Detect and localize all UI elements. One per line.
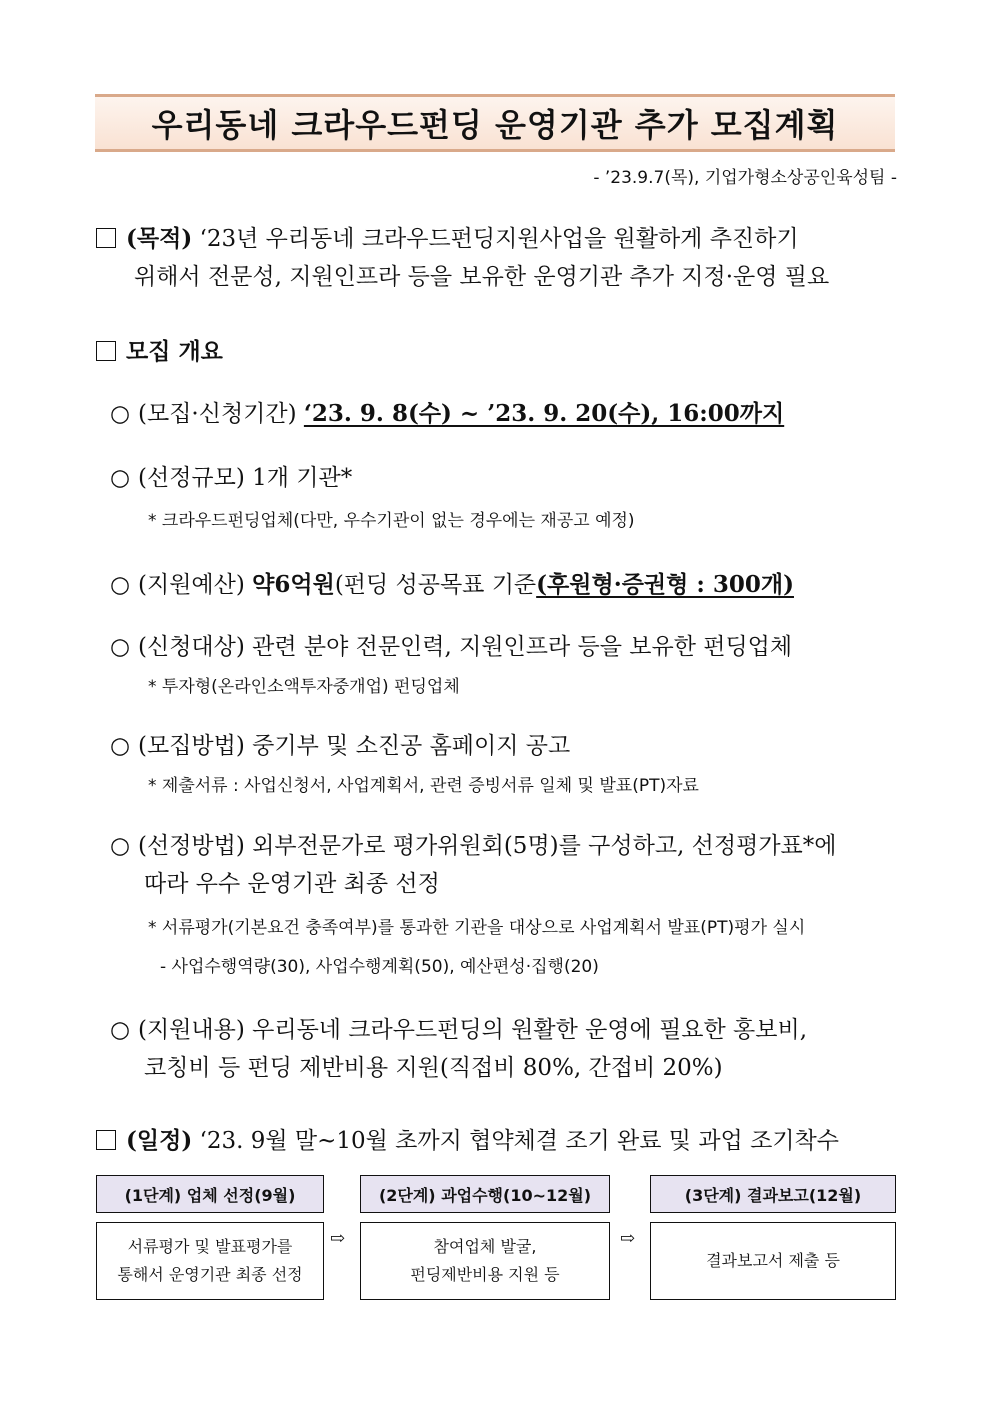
budget-amount: 약6억원: [252, 571, 335, 598]
period-value: ‘23. 9. 8(수) ~ ’23. 9. 20(수), 16:00까지: [303, 400, 785, 427]
arrow-right-icon: ⇨: [330, 1228, 346, 1249]
scale-text: (선정규모) 1개 기관*: [138, 465, 353, 491]
item-content: [110, 1010, 807, 1050]
purpose-section: [96, 220, 799, 258]
stage2-body-line2: 펀딩제반비용 지원 등: [410, 1265, 560, 1284]
target-text: (신청대상) 관련 분야 전문인력, 지원인프라 등을 보유한 펀딩업체: [138, 634, 793, 660]
title-banner: [95, 94, 895, 152]
stage3-body: [650, 1222, 896, 1300]
item-selection: [110, 826, 836, 866]
checkbox-square-icon: [96, 228, 116, 248]
method-note: * 제출서류 : 사업신청서, 사업계획서, 관련 증빙서류 일체 및 발표(PT)자료: [148, 776, 699, 796]
overview-title: 모집 개요: [126, 338, 223, 365]
content-line1: (지원내용) 우리동네 크라우드펀딩의 원활한 운영에 필요한 홍보비,: [138, 1017, 808, 1043]
budget-mid: (펀딩 성공목표 기준: [334, 572, 537, 598]
arrow-right-icon: ⇨: [620, 1228, 636, 1249]
stage2-body-line1: 참여업체 발굴,: [433, 1237, 537, 1256]
circle-bullet-icon: ○: [110, 833, 131, 859]
circle-bullet-icon: ○: [110, 465, 131, 491]
scale-note: * 크라우드펀딩업체(다만, 우수기관이 없는 경우에는 재공고 예정): [148, 511, 635, 531]
budget-label: (지원예산): [138, 572, 253, 598]
item-method: [110, 726, 570, 766]
checkbox-square-icon: [96, 1130, 116, 1150]
circle-bullet-icon: ○: [110, 572, 131, 598]
schedule-label: (일정): [126, 1127, 193, 1154]
stage2-header: (2단계) 과업수행(10~12월): [360, 1175, 610, 1213]
stage1-body-line2: 통해서 운영기관 최종 선정: [117, 1265, 303, 1284]
purpose-line1: ‘23년 우리동네 크라우드펀딩지원사업을 원활하게 추진하기: [192, 226, 799, 252]
schedule-section: [96, 1122, 839, 1160]
method-text: (모집방법) 중기부 및 소진공 홈페이지 공고: [138, 733, 571, 759]
stage1-body: [96, 1222, 324, 1300]
item-budget: [110, 565, 794, 605]
stage2-body: [360, 1222, 610, 1300]
content-line2: 코칭비 등 펀딩 제반비용 지원(직접비 80%, 간접비 20%): [144, 1055, 723, 1081]
stage1-body-line1: 서류평가 및 발표평가를: [127, 1237, 293, 1256]
stage1-header: (1단계) 업체 선정(9월): [96, 1175, 324, 1213]
page-title: 우리동네 크라우드펀딩 운영기관 추가 모집계획: [151, 106, 839, 144]
circle-bullet-icon: ○: [110, 1017, 131, 1043]
overview-heading: [96, 333, 223, 371]
circle-bullet-icon: ○: [110, 634, 131, 660]
period-label: (모집·신청기간): [138, 401, 304, 427]
circle-bullet-icon: ○: [110, 733, 131, 759]
schedule-text: ‘23. 9월 말~10월 초까지 협약체결 조기 완료 및 과업 조기착수: [192, 1128, 839, 1154]
selection-note2: - 사업수행역량(30), 사업수행계획(50), 예산편성·집행(20): [160, 957, 599, 977]
stage3-header: (3단계) 결과보고(12월): [650, 1175, 896, 1213]
subtitle: - ’23.9.7(목), 기업가형소상공인육성팀 -: [593, 168, 897, 188]
item-scale: [110, 458, 352, 498]
target-note: * 투자형(온라인소액투자중개업) 펀딩업체: [148, 677, 460, 697]
selection-note1: * 서류평가(기본요건 충족여부)를 통과한 기관을 대상으로 사업계획서 발표(PT)평가 실시: [148, 918, 806, 938]
purpose-line2: 위해서 전문성, 지원인프라 등을 보유한 운영기관 추가 지정·운영 필요: [134, 264, 830, 290]
item-target: [110, 627, 792, 667]
selection-line1: (선정방법) 외부전문가로 평가위원회(5명)를 구성하고, 선정평가표*에: [138, 833, 837, 859]
budget-underlined: (후원형·증권형 : 300개): [536, 571, 794, 598]
stage3-body-line1: 결과보고서 제출 등: [706, 1251, 840, 1270]
selection-line2: 따라 우수 운영기관 최종 선정: [144, 871, 440, 897]
checkbox-square-icon: [96, 341, 116, 361]
circle-bullet-icon: ○: [110, 401, 131, 427]
item-period: [110, 394, 784, 434]
purpose-label: (목적): [126, 225, 193, 252]
